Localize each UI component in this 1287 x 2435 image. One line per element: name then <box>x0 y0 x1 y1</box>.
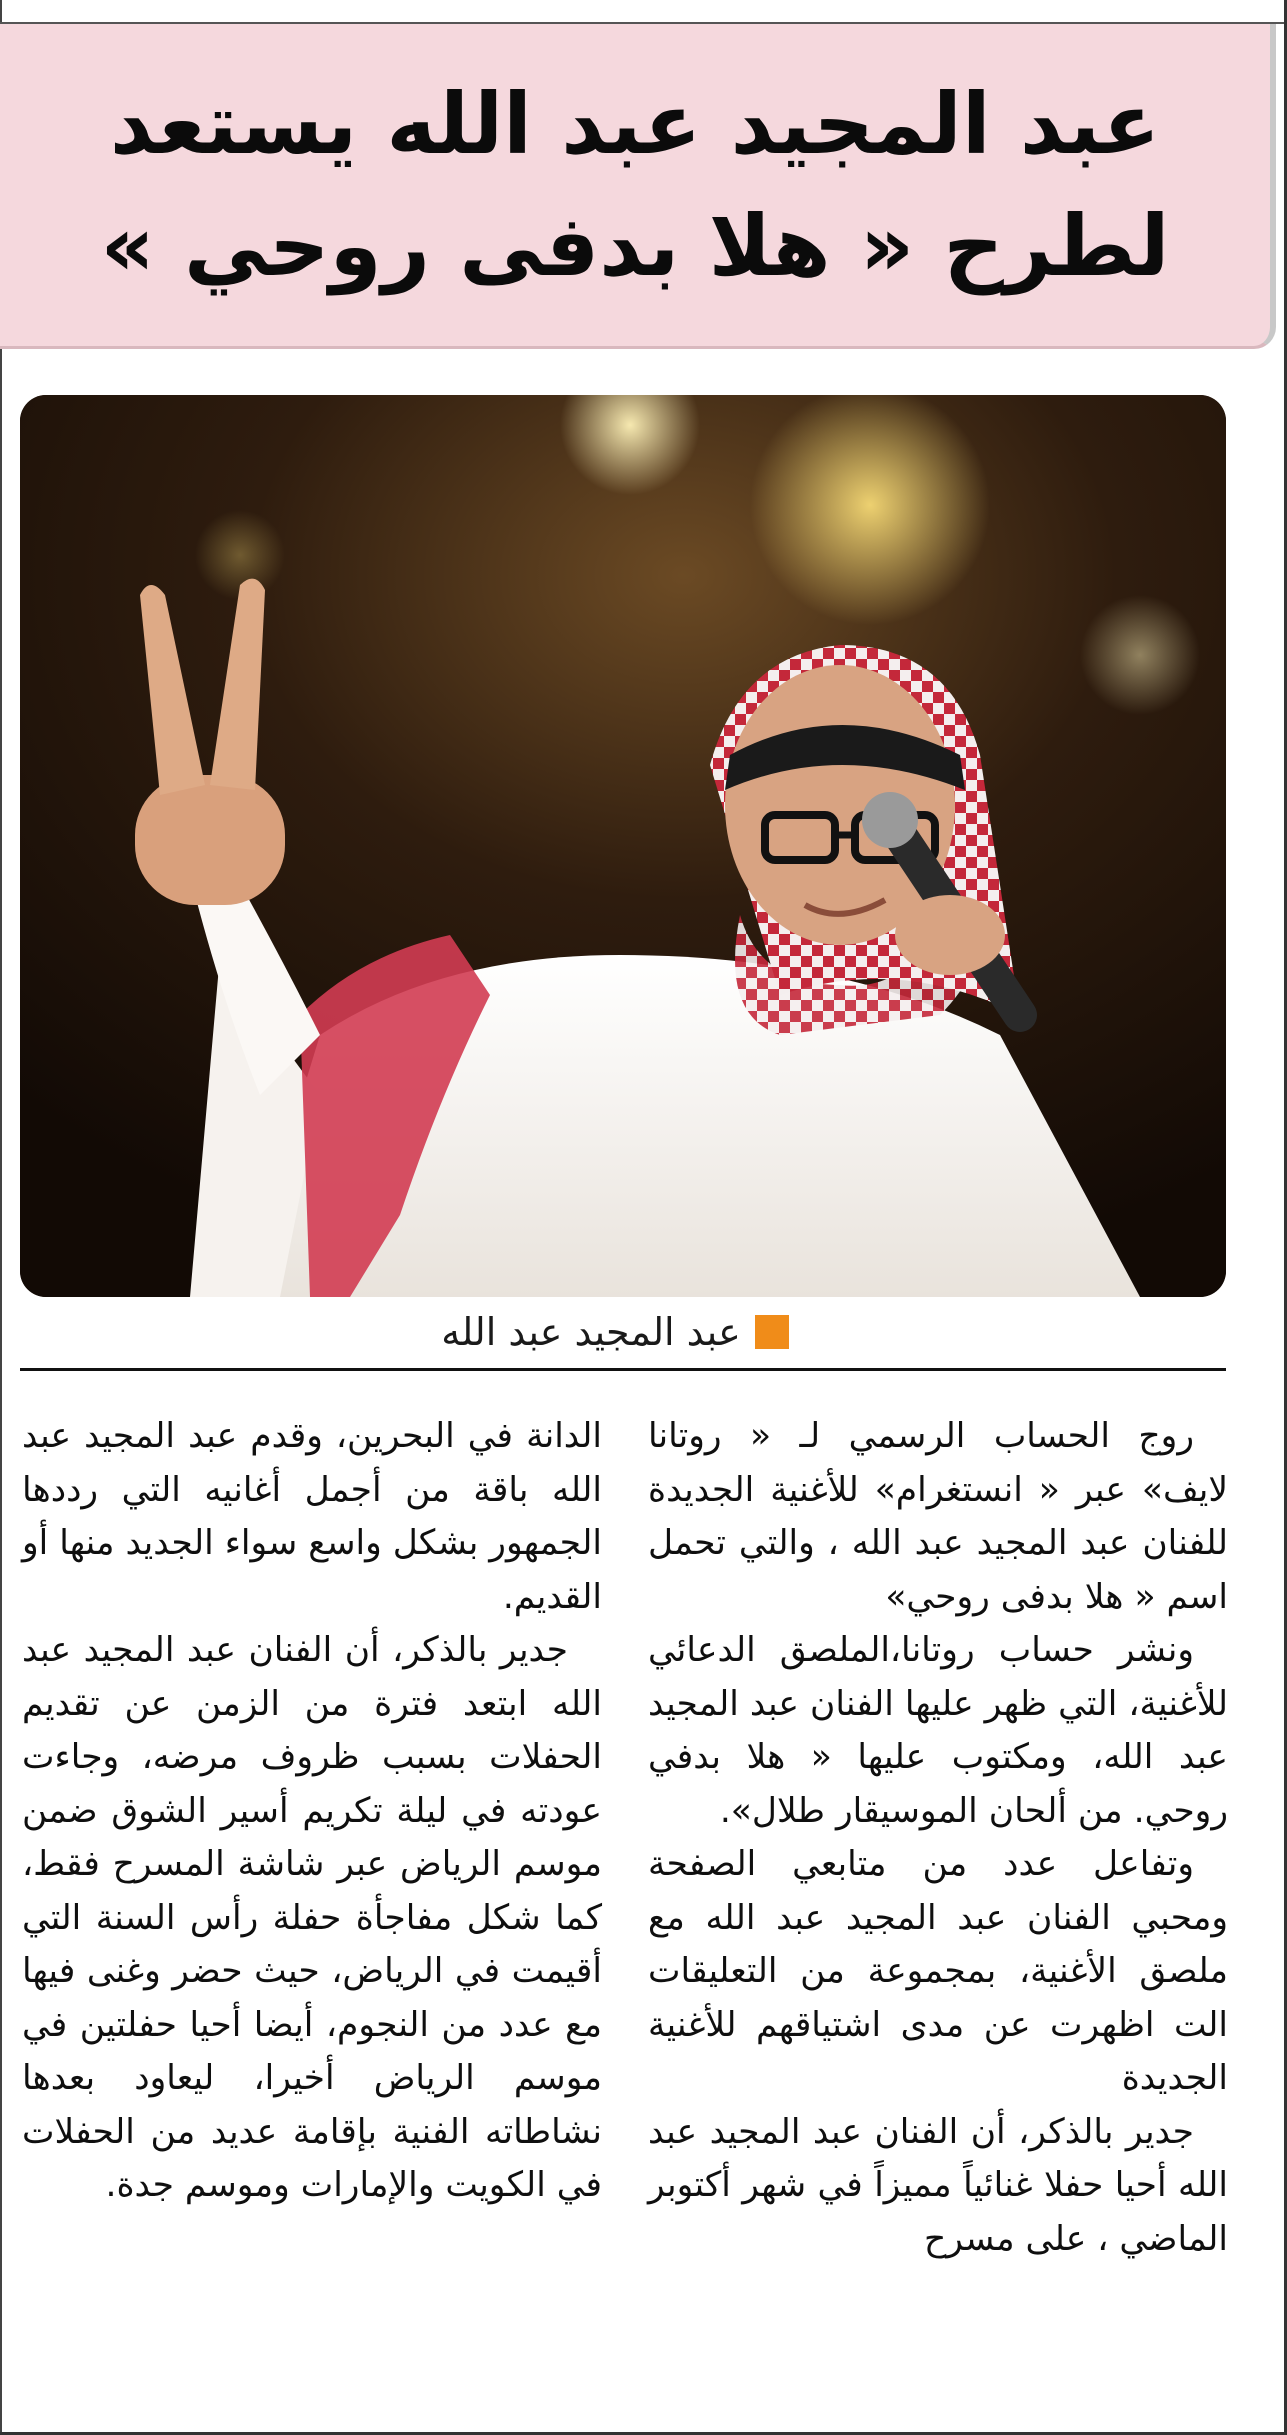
article-paragraph: روج الحساب الرسمي لـ « روتانا لايف» عبر « انستغرام» للأغنية الجديدة للفنان عبد المجيد عبد الله ، والتي تحمل اسم « هلا بدفى روحي» <box>648 1416 1228 1617</box>
article-paragraph: جدير بالذكر، أن الفنان عبد المجيد عبد الله أحيا حفلا غنائياً مميزاً في شهر أكتوبر الماضي ، على مسرح <box>648 2111 1228 2259</box>
article-photo <box>20 395 1226 1297</box>
caption-marker-square <box>755 1315 789 1349</box>
article-paragraph: ونشر حساب روتانا،الملصق الدعائي للأغنية، التي ظهر عليها الفنان عبد المجيد عبد الله، ومكتوب عليها « هلا بدفي روحي. من ألحان الموسيقار طلال». <box>648 1630 1228 1831</box>
article-paragraph: الدانة في البحرين، وقدم عبد المجيد عبد الله باقة من أجمل أغانيه التي رددها الجمهور بشكل واسع سواء الجديد منها أو القديم. <box>22 1416 602 1617</box>
caption-text: عبد المجيد عبد الله <box>441 1310 741 1354</box>
article-column-right <box>648 1410 1228 2266</box>
caption-divider <box>20 1368 1226 1371</box>
headline-banner <box>0 24 1276 349</box>
article-column-left <box>22 1410 602 2213</box>
singer-photo-illustration <box>20 395 1226 1297</box>
article-paragraph: وتفاعل عدد من متابعي الصفحة ومحبي الفنان عبد المجيد عبد الله مع ملصق الأغنية، بمجموعة من التعليقات الت اظهرت عن مدى اشتياقهم للأغنية الجديدة <box>648 1844 1228 2098</box>
headline-line-2: لطرح « هلا بدفى روحي » <box>100 197 1170 295</box>
page-left-border <box>0 0 2 2435</box>
headline-line-1: عبد المجيد عبد الله يستعد <box>109 75 1161 173</box>
article-paragraph: جدير بالذكر، أن الفنان عبد المجيد عبد الله ابتعد فترة من الزمن عن تقديم الحفلات بسبب ظروف مرضه، وجاءت عودته في ليلة تكريم أسير الشوق ضمن موسم الرياض عبر شاشة المسرح فقط، كما شكل مفاجأة حفلة رأس السنة التي أقيمت في الرياض، حيث حضر وغنى فيها مع عدد من النجوم، أيضا أحيا حفلتين في موسم الرياض أخيرا، ليعاود بعدها نشاطاته الفنية بإقامة عديد من الحفلات في الكويت والإمارات وموسم جدة. <box>22 1630 602 2205</box>
photo-caption <box>0 1303 1230 1361</box>
